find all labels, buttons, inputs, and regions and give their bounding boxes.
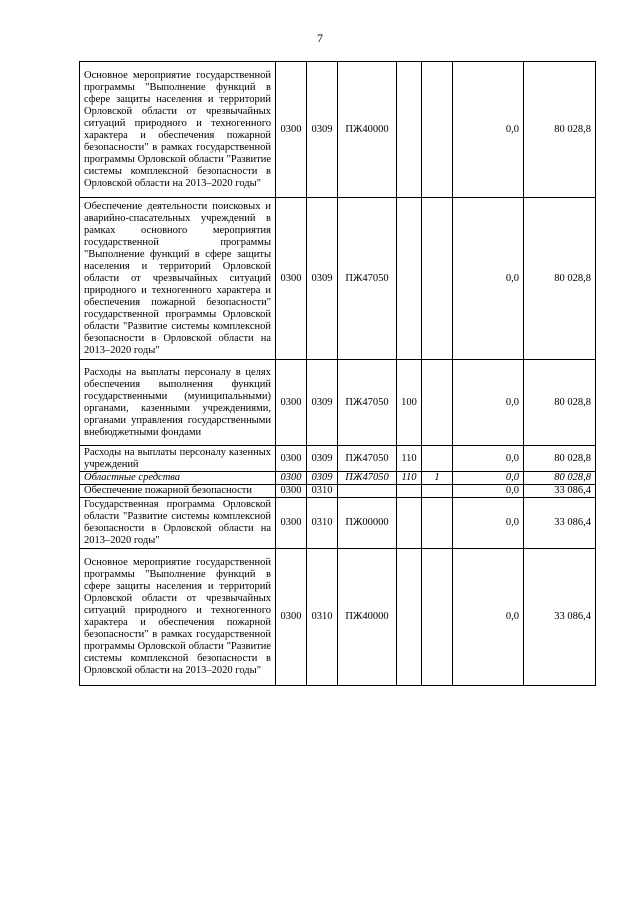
funding-mark: 1 bbox=[422, 472, 453, 485]
row-name: Обеспечение деятельности поисковых и аварийно-спасательных учреждений в рамках основного мероприятия государственной программы "Выполнение функций в сфере защиты населения и территорий Орловской области от чрезвычайных ситуаций природного и техногенного характера и обеспечения пожарной безопасности" государственной программы Орловской области "Развитие системы комплексной безопасности в Орловской области на 2013–2020 годы" bbox=[80, 198, 276, 360]
amount-value: 80 028,8 bbox=[524, 446, 596, 472]
table-row bbox=[80, 62, 596, 198]
subsection-code: 0309 bbox=[307, 198, 338, 360]
row-name: Государственная программа Орловской области "Развитие системы комплексной безопасности в Орловской области на 2013–2020 годы" bbox=[80, 498, 276, 549]
funding-mark bbox=[422, 446, 453, 472]
target-code: ПЖ47050 bbox=[338, 446, 397, 472]
target-code: ПЖ40000 bbox=[338, 62, 397, 198]
expense-type bbox=[397, 498, 422, 549]
amount-value: 33 086,4 bbox=[524, 485, 596, 498]
row-name: Обеспечение пожарной безопасности bbox=[80, 485, 276, 498]
table-row bbox=[80, 498, 596, 549]
target-code: ПЖ40000 bbox=[338, 549, 397, 686]
amount-value: 80 028,8 bbox=[524, 472, 596, 485]
amount-value: 33 086,4 bbox=[524, 549, 596, 686]
section-code: 0300 bbox=[276, 549, 307, 686]
amount-value: 80 028,8 bbox=[524, 62, 596, 198]
section-code: 0300 bbox=[276, 498, 307, 549]
col7-value: 0,0 bbox=[453, 549, 524, 686]
budget-table bbox=[79, 61, 596, 686]
expense-type bbox=[397, 198, 422, 360]
row-name: Областные средства bbox=[80, 472, 276, 485]
col7-value: 0,0 bbox=[453, 446, 524, 472]
subsection-code: 0309 bbox=[307, 360, 338, 446]
section-code: 0300 bbox=[276, 198, 307, 360]
row-name: Расходы на выплаты персоналу в целях обеспечения выполнения функций государственными (муниципальными) органами, казенными учреждениями, органами управления государственными внебюджетными фондами bbox=[80, 360, 276, 446]
funding-mark bbox=[422, 198, 453, 360]
funding-mark bbox=[422, 62, 453, 198]
funding-mark bbox=[422, 549, 453, 686]
col7-value: 0,0 bbox=[453, 198, 524, 360]
table-row bbox=[80, 446, 596, 472]
row-name: Расходы на выплаты персоналу казенных учреждений bbox=[80, 446, 276, 472]
section-code: 0300 bbox=[276, 472, 307, 485]
subsection-code: 0310 bbox=[307, 485, 338, 498]
target-code: ПЖ00000 bbox=[338, 498, 397, 549]
col7-value: 0,0 bbox=[453, 62, 524, 198]
col7-value: 0,0 bbox=[453, 472, 524, 485]
expense-type bbox=[397, 485, 422, 498]
target-code bbox=[338, 485, 397, 498]
amount-value: 80 028,8 bbox=[524, 198, 596, 360]
funding-mark bbox=[422, 498, 453, 549]
table-row bbox=[80, 472, 596, 485]
subsection-code: 0309 bbox=[307, 446, 338, 472]
table-row bbox=[80, 549, 596, 686]
col7-value: 0,0 bbox=[453, 360, 524, 446]
section-code: 0300 bbox=[276, 360, 307, 446]
subsection-code: 0310 bbox=[307, 549, 338, 686]
row-name: Основное мероприятие государственной программы "Выполнение функций в сфере защиты населения и территорий Орловской области от чрезвычайных ситуаций природного и техногенного характера и обеспечения пожарной безопасности" в рамках государственной программы Орловской области "Развитие системы комплексной безопасности в Орловской области на 2013–2020 годы" bbox=[80, 62, 276, 198]
expense-type: 110 bbox=[397, 446, 422, 472]
expense-type bbox=[397, 62, 422, 198]
amount-value: 33 086,4 bbox=[524, 498, 596, 549]
subsection-code: 0309 bbox=[307, 472, 338, 485]
funding-mark bbox=[422, 485, 453, 498]
col7-value: 0,0 bbox=[453, 485, 524, 498]
subsection-code: 0309 bbox=[307, 62, 338, 198]
expense-type: 100 bbox=[397, 360, 422, 446]
section-code: 0300 bbox=[276, 62, 307, 198]
expense-type bbox=[397, 549, 422, 686]
expense-type: 110 bbox=[397, 472, 422, 485]
subsection-code: 0310 bbox=[307, 498, 338, 549]
target-code: ПЖ47050 bbox=[338, 360, 397, 446]
table-row bbox=[80, 485, 596, 498]
row-name: Основное мероприятие государственной программы "Выполнение функций в сфере защиты населения и территорий Орловской области от чрезвычайных ситуаций природного и техногенного характера и обеспечения пожарной безопасности" в рамках государственной программы Орловской области "Развитие системы комплексной безопасности в Орловской области на 2013–2020 годы" bbox=[80, 549, 276, 686]
funding-mark bbox=[422, 360, 453, 446]
target-code: ПЖ47050 bbox=[338, 198, 397, 360]
table-row bbox=[80, 360, 596, 446]
col7-value: 0,0 bbox=[453, 498, 524, 549]
table-row bbox=[80, 198, 596, 360]
target-code: ПЖ47050 bbox=[338, 472, 397, 485]
section-code: 0300 bbox=[276, 485, 307, 498]
section-code: 0300 bbox=[276, 446, 307, 472]
page-number: 7 bbox=[317, 31, 323, 45]
amount-value: 80 028,8 bbox=[524, 360, 596, 446]
